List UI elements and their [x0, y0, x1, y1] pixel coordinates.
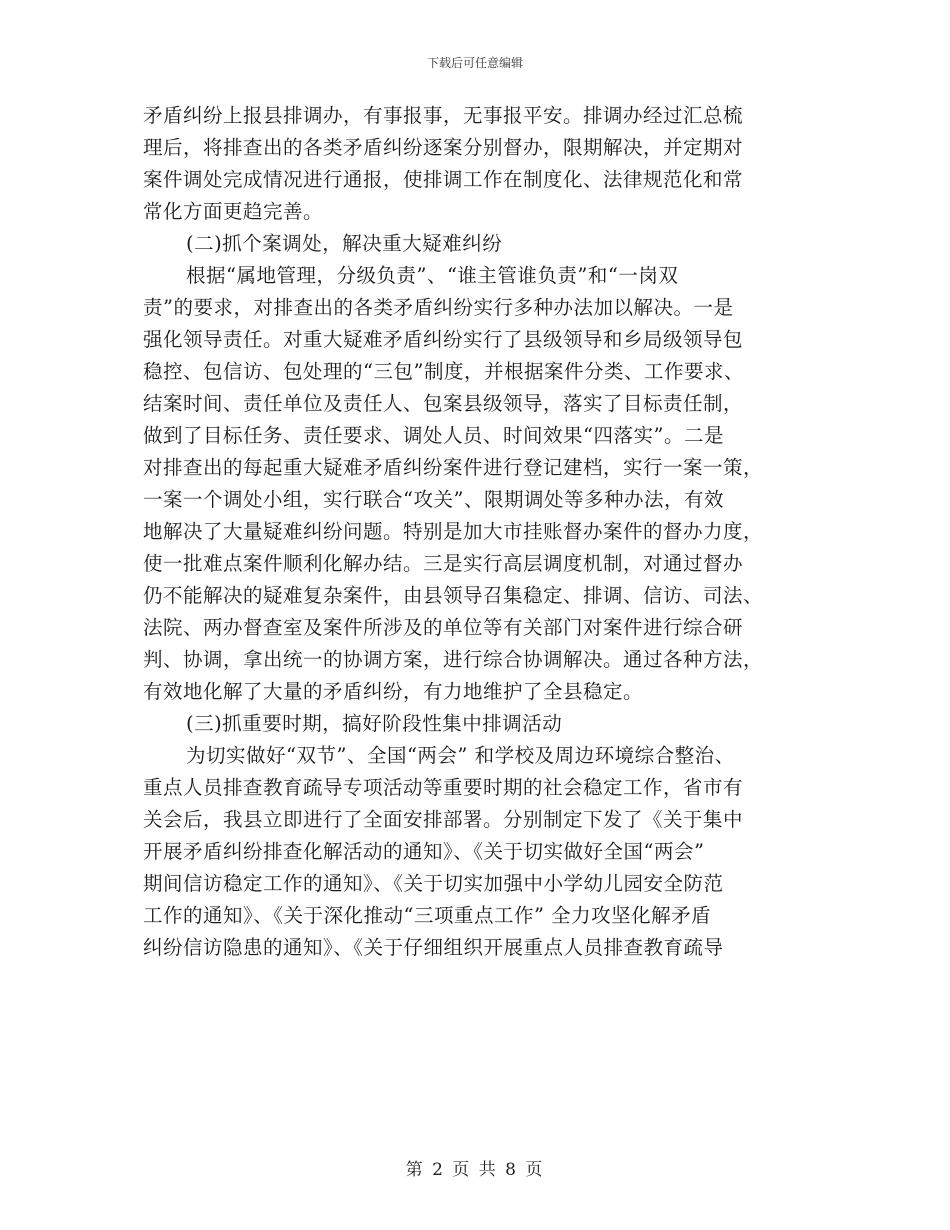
text-line: 期间信访稳定工作的通知》、《关于切实加强中小学幼儿园安全防范: [143, 872, 724, 895]
text-line: 稳控、包信访、包处理的“三包”制度，并根据案件分类、工作要求、: [143, 360, 744, 383]
text-line: 理后，将排查出的各类矛盾纠纷逐案分别督办，限期解决，并定期对: [143, 136, 744, 159]
text-line: 仍不能解决的疑难复杂案件，由县领导召集稳定、排调、信访、司法、: [143, 584, 764, 607]
body-text: [143, 100, 843, 964]
text-line: 对排查出的每起重大疑难矛盾纠纷案件进行登记建档，实行一案一策，: [143, 456, 764, 479]
text-line: 案件调处完成情况进行通报，使排调工作在制度化、法律规范化和常: [143, 168, 744, 191]
text-line: 纠纷信访隐患的通知》、《关于仔细组织开展重点人员排查教育疏导: [143, 936, 724, 959]
text-line: 地解决了大量疑难纠纷问题。特别是加大市挂账督办案件的督办力度，: [143, 520, 764, 543]
text-line: 根据“属地管理，分级负责”、“谁主管谁负责”和“一岗双: [186, 264, 679, 287]
text-line: 有效地化解了大量的矛盾纠纷，有力地维护了全县稳定。: [143, 680, 644, 703]
page-footer: 第 2 页 共 8 页: [405, 1160, 545, 1180]
text-line: 判、协调，拿出统一的协调方案，进行综合协调解决。通过各种方法，: [143, 648, 764, 671]
text-line: (三)抓重要时期，搞好阶段性集中排调活动: [186, 712, 563, 735]
text-line: 一案一个调处小组，实行联合“攻关”、限期调处等多种办法，有效: [143, 488, 724, 511]
text-line: (二)抓个案调处，解决重大疑难纠纷: [186, 232, 503, 255]
text-line: 工作的通知》、《关于深化推动“三项重点工作” 全力攻坚化解矛盾: [143, 904, 712, 927]
text-line: 法院、两办督查室及案件所涉及的单位等有关部门对案件进行综合研: [143, 616, 744, 639]
text-line: 常化方面更趋完善。: [143, 200, 324, 223]
text-line: 重点人员排查教育疏导专项活动等重要时期的社会稳定工作，省市有: [143, 776, 744, 799]
header-note: 下载后可任意编辑: [426, 56, 523, 70]
text-line: 使一批难点案件顺利化解办结。三是实行高层调度机制，对通过督办: [143, 552, 744, 575]
text-line: 为切实做好“双节”、全国“两会” 和学校及周边环境综合整治、: [186, 744, 735, 767]
text-line: 结案时间、责任单位及责任人、包案县级领导，落实了目标责任制，: [143, 392, 744, 415]
text-line: 开展矛盾纠纷排查化解活动的通知》、《关于切实做好全国“两会”: [143, 840, 705, 863]
text-line: 责”的要求，对排查出的各类矛盾纠纷实行多种办法加以解决。一是: [143, 296, 734, 319]
text-line: 矛盾纠纷上报县排调办，有事报事，无事报平安。排调办经过汇总梳: [143, 104, 744, 127]
text-line: 强化领导责任。对重大疑难矛盾纠纷实行了县级领导和乡局级领导包: [143, 328, 744, 351]
text-line: 做到了目标任务、责任要求、调处人员、时间效果“四落实”。二是: [143, 424, 724, 447]
text-line: 关会后，我县立即进行了全面安排部署。分别制定下发了《关于集中: [143, 808, 744, 831]
